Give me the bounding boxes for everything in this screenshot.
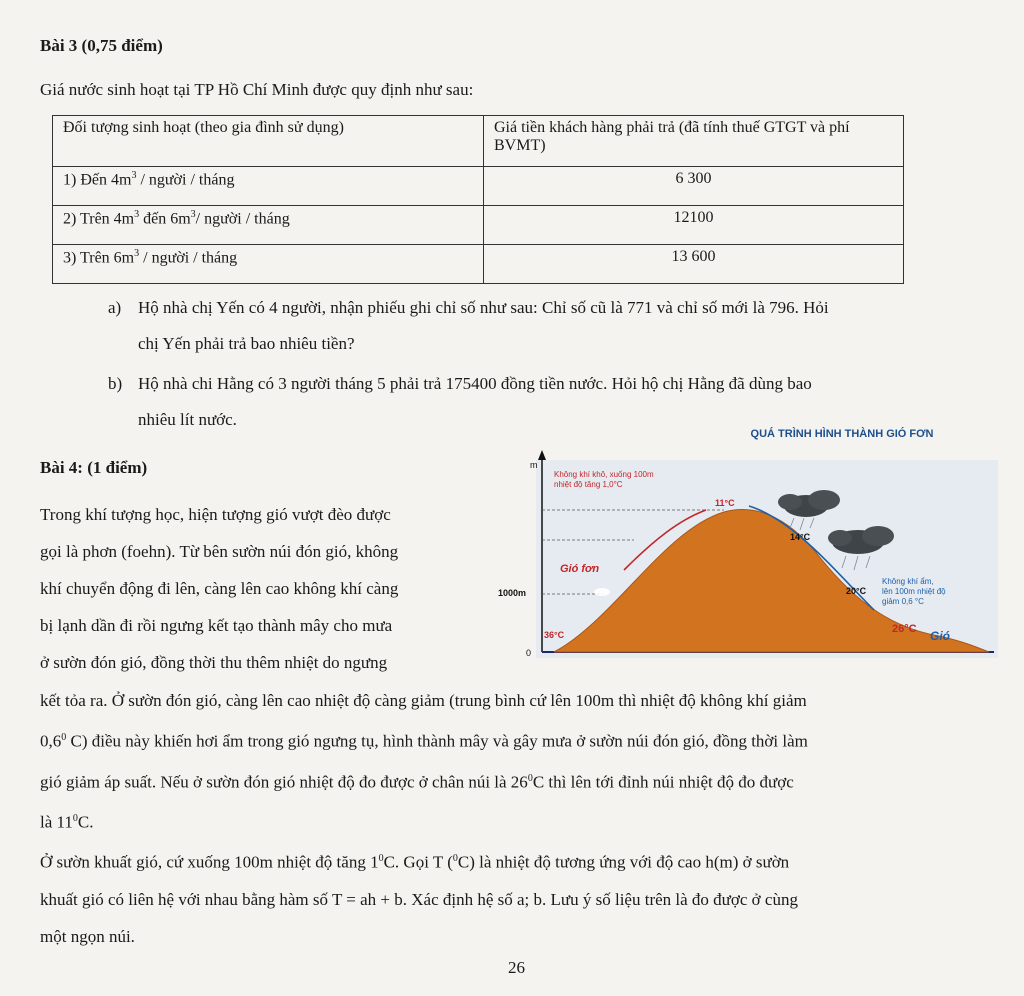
bai4-full-line [40, 719, 1010, 760]
table-cell-subject [53, 206, 484, 245]
row3-text-b: / người / tháng [139, 249, 238, 267]
bai4-full-paragraph [40, 682, 1010, 841]
height-1000-label: 1000m [498, 588, 527, 598]
row2-text-b: đến 6m [139, 210, 191, 228]
bai4-p2-line: một ngọn núi. [40, 926, 135, 946]
bai4-p2-line [40, 840, 1010, 881]
foehn-diagram [494, 420, 1006, 672]
table-row [53, 167, 904, 206]
temp-20-label: 20°C [846, 586, 867, 596]
y-axis-label: m [530, 460, 538, 470]
question-a [108, 290, 829, 353]
row2-sup2: 3 [190, 209, 196, 220]
text-line4-a: là 11 [40, 812, 73, 832]
table-row [53, 206, 904, 245]
temp-26-label: 26°C [892, 623, 917, 635]
degree-sup: 0 [527, 772, 533, 784]
text-p2-b: C. Gọi T ( [383, 852, 453, 872]
table-header-row [53, 116, 904, 167]
row2-text-a: 2) Trên 4m [63, 210, 135, 228]
text-0-6: 0,6 [40, 731, 62, 751]
temp-14-label: 14°C [790, 532, 811, 542]
table-cell-price: 12100 [484, 206, 904, 245]
bai4-second-paragraph [40, 840, 1010, 955]
zero-label: 0 [526, 648, 532, 658]
table-header-price: Giá tiền khách hàng phải trả (đã tính thuế GTGT và phí BVMT) [484, 116, 904, 167]
bai4-p2-line: khuất gió có liên hệ với nhau bằng hàm số T = ah + b. Xác định hệ số a; b. Lưu ý số liệu trên là đo được ở cùng [40, 889, 798, 909]
degree-sup: 0 [452, 853, 458, 864]
row1-sup: 3 [131, 170, 137, 181]
page-number: 26 [508, 958, 525, 977]
table-row [53, 245, 904, 284]
bai3-intro: Giá nước sinh hoạt tại TP Hồ Chí Minh được quy định như sau: [40, 80, 474, 99]
note-left-line2: nhiệt độ tăng 1,0°C [554, 480, 623, 489]
water-price-table [52, 115, 904, 284]
question-b-label: b) [108, 374, 123, 393]
y-axis-arrow-icon [538, 450, 546, 460]
degree-sup: 0 [378, 853, 384, 864]
bai4-left-line: gọi là phơn (foehn). Từ bên sườn núi đón gió, không [40, 542, 399, 561]
text-p2-a: Ở sườn khuất gió, cứ xuống 100m nhiệt độ tăng 1 [40, 852, 379, 872]
row2-sup: 3 [134, 209, 140, 220]
bai4-full-line [40, 800, 1010, 841]
question-b [108, 366, 812, 429]
question-a-label: a) [108, 298, 122, 317]
bai4-left-line: khí chuyển động đi lên, càng lên cao không khí càng [40, 579, 399, 598]
text-line4-b: C. [77, 812, 94, 832]
gio-label: Gió [930, 629, 950, 643]
text-line3-a: gió giảm áp suất. Nếu ở sườn đón gió nhiệt độ đo được ở chân núi là 26 [40, 772, 528, 792]
row3-sup: 3 [134, 248, 140, 259]
question-b-line2: nhiêu lít nước. [138, 410, 237, 429]
bai4-title: Bài 4: (1 điểm) [40, 458, 148, 477]
note-right-line2: lên 100m nhiệt độ [882, 587, 946, 596]
cloud-puff-icon [594, 588, 610, 596]
bai4-left-line: bị lạnh dần đi rồi ngưng kết tạo thành mây cho mưa [40, 616, 393, 635]
row3-text-a: 3) Trên 6m [63, 249, 135, 267]
text-line2-rest: C) điều này khiến hơi ẩm trong gió ngưng tụ, hình thành mây và gây mưa ở sườn núi đón gió, đồng thời làm [66, 731, 808, 751]
temp-peak-label: 11°C [715, 498, 735, 508]
bai4-left-line: Trong khí tượng học, hiện tượng gió vượt đèo được [40, 505, 391, 524]
note-left-line1: Không khí khô, xuống 100m [554, 470, 654, 479]
row2-text-c: / người / tháng [195, 210, 290, 228]
row1-text-a: 1) Đến 4m [63, 171, 132, 189]
question-a-line2: chị Yến phải trả bao nhiêu tiền? [138, 334, 355, 353]
gio-fon-label: Gió fơn [560, 563, 600, 575]
figure-title: QUÁ TRÌNH HÌNH THÀNH GIÓ FƠN [750, 428, 934, 440]
question-a-line1: Hộ nhà chị Yến có 4 người, nhận phiếu ghi chỉ số như sau: Chỉ số cũ là 771 và chỉ số mới là 796. Hỏi [138, 298, 829, 317]
table-cell-price: 13 600 [484, 245, 904, 284]
table-cell-subject [53, 245, 484, 284]
table-cell-subject [53, 167, 484, 206]
bai3-title: Bài 3 (0,75 điểm) [40, 36, 163, 55]
row1-text-b: / người / tháng [136, 171, 235, 189]
degree-sup: 0 [61, 732, 67, 743]
bai4-full-line [40, 760, 1010, 801]
question-b-line1: Hộ nhà chi Hằng có 3 người tháng 5 phải trả 175400 đồng tiền nước. Hỏi hộ chị Hằng đã dùng bao [138, 374, 812, 393]
bai4-left-line: ở sườn đón gió, đồng thời thu thêm nhiệt do ngưng [40, 653, 388, 672]
bai4-full-line: kết tỏa ra. Ở sườn đón gió, càng lên cao nhiệt độ càng giảm (trung bình cứ lên 100m thì nhiệt độ không khí giảm [40, 691, 807, 710]
table-cell-price: 6 300 [484, 167, 904, 206]
text-line3-b: C thì lên tới đỉnh núi nhiệt độ đo được [532, 772, 794, 792]
degree-sup: 0 [72, 813, 78, 825]
note-right-line1: Không khí ẩm, [882, 577, 934, 586]
table-header-subject: Đối tượng sinh hoạt (theo gia đình sử dụng) [53, 116, 484, 167]
text-p2-c: C) là nhiệt độ tương ứng với độ cao h(m) ở sườn [457, 852, 790, 872]
temp-36-label: 36°C [544, 630, 565, 640]
bai4-left-paragraph [40, 496, 490, 681]
note-right-line3: giảm 0,6 °C [882, 597, 924, 606]
foehn-figure [494, 420, 1006, 672]
